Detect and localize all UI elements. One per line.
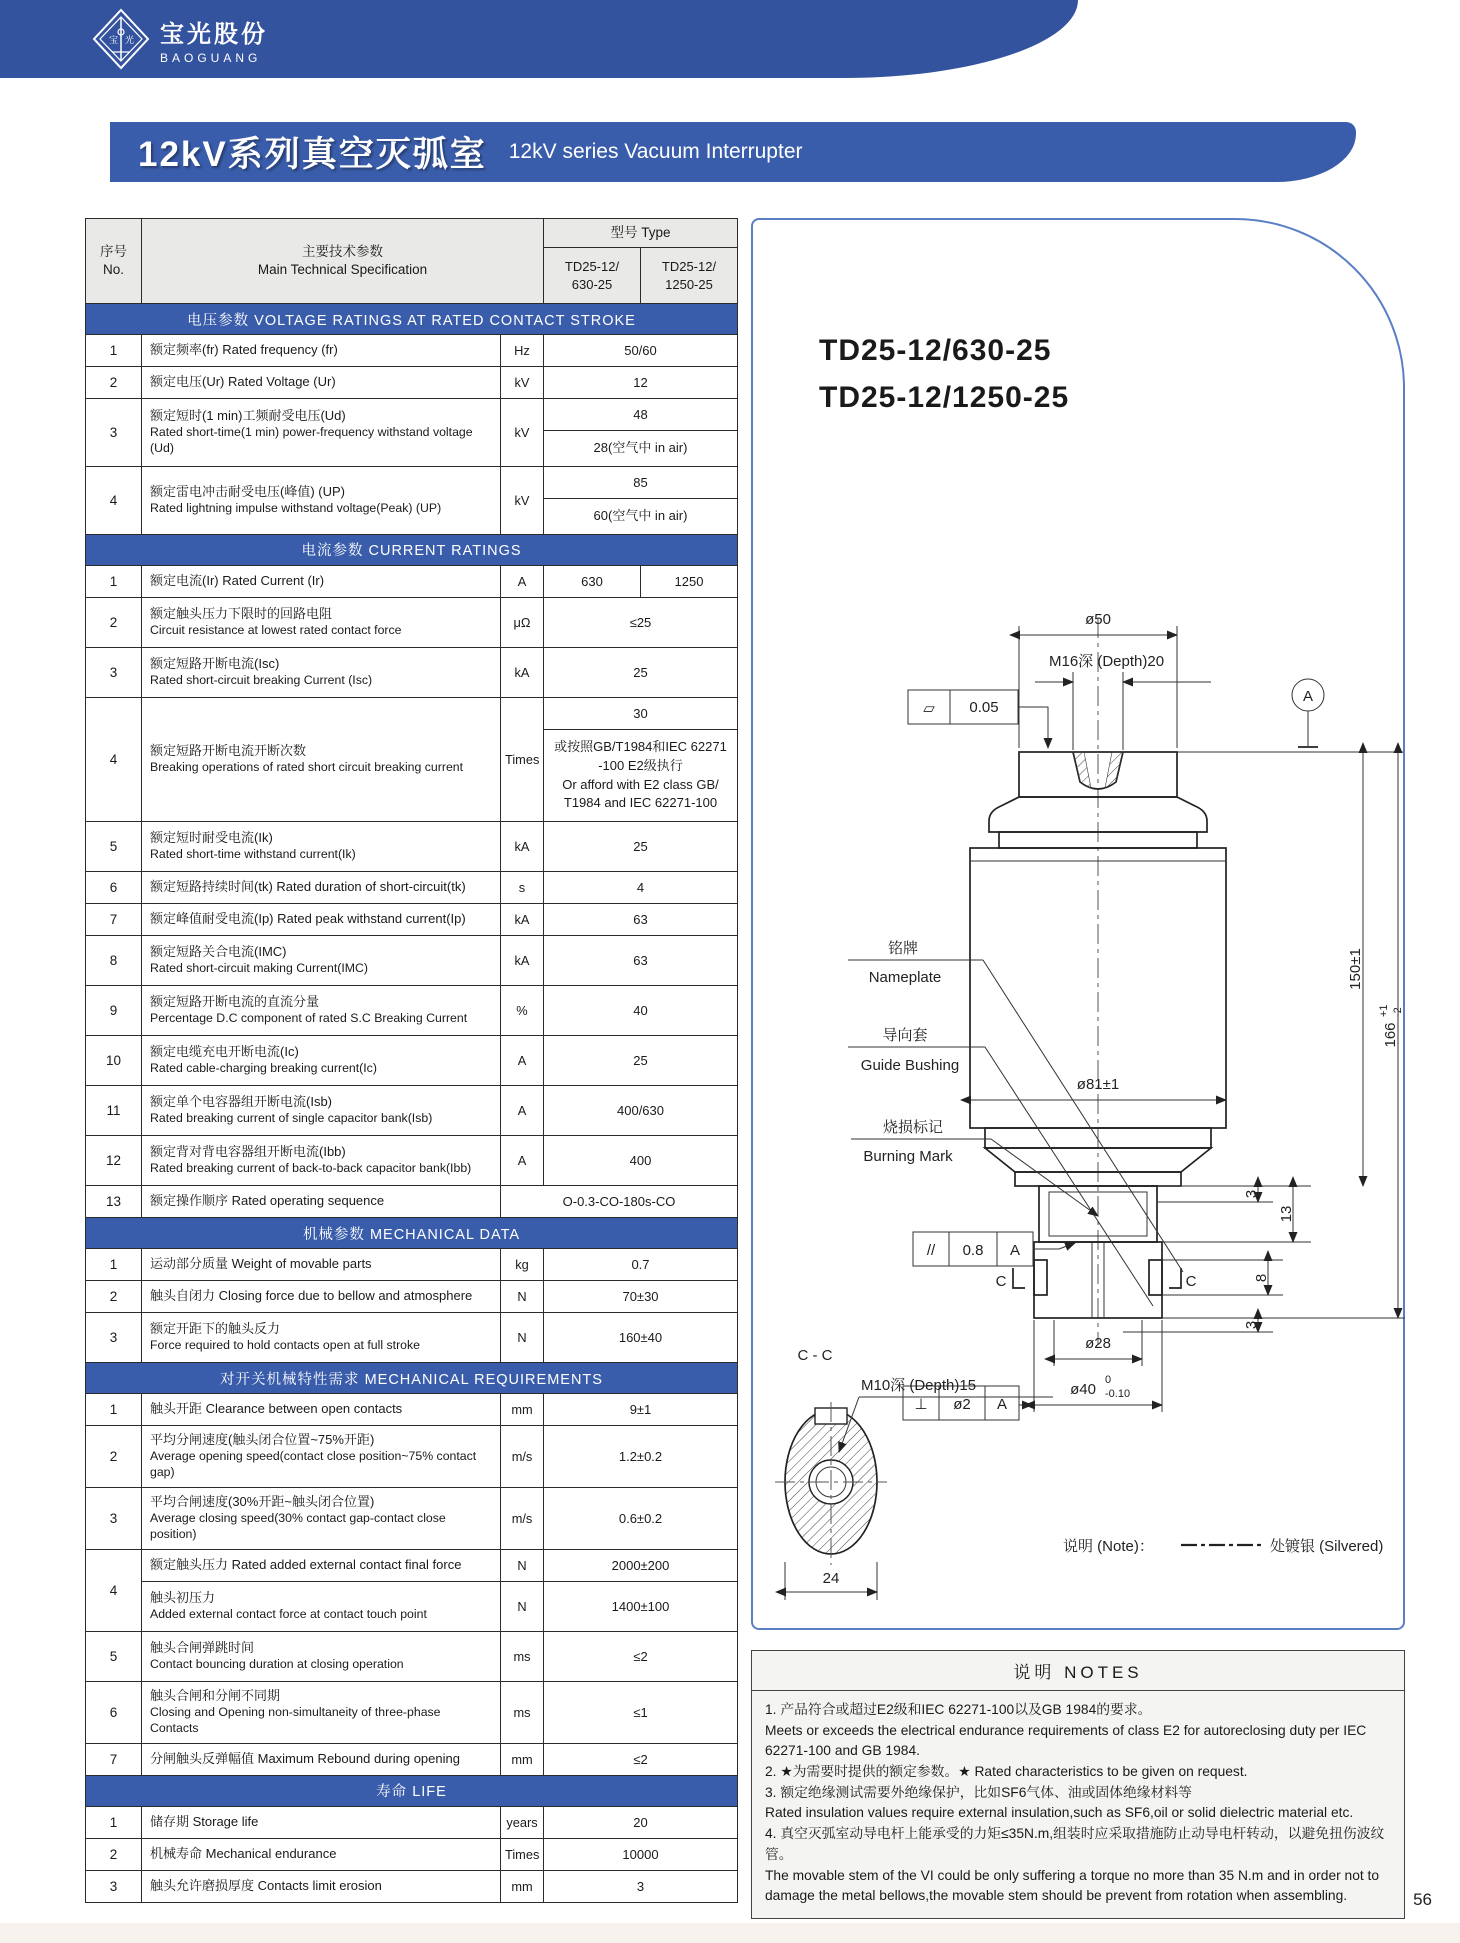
- note-line: Rated insulation values require external insulation,such as SF6,oil or solid dielectric material etc.: [765, 1805, 1354, 1821]
- row-number: 4: [86, 467, 142, 535]
- row-unit: years: [501, 1806, 544, 1838]
- row-unit: A: [501, 1136, 544, 1186]
- row-value: 25: [544, 647, 738, 697]
- svg-text:处镀银 (Silvered): 处镀银 (Silvered): [1270, 1538, 1384, 1555]
- svg-text:导向套: 导向套: [882, 1027, 928, 1044]
- row-label: 额定背对背电容器组开断电流(Ibb) Rated breaking current of back-to-back capacitor bank(Ibb): [142, 1136, 501, 1186]
- row-value: 30 或按照GB/T1984和IEC 62271 -100 E2级执行 Or afford with E2 class GB/ T1984 and IEC 62271-100: [544, 697, 738, 821]
- svg-text:-0.10: -0.10: [1105, 1388, 1131, 1400]
- row-label: 额定短路开断电流开断次数 Breaking operations of rated short circuit breaking current: [142, 697, 501, 821]
- svg-text:Guide Bushing: Guide Bushing: [860, 1057, 960, 1074]
- row-value: 48 28(空气中 in air): [544, 399, 738, 467]
- row-label: 触头开距 Clearance between open contacts: [142, 1394, 501, 1426]
- row-label: 储存期 Storage life: [142, 1806, 501, 1838]
- row-unit: N: [501, 1281, 544, 1313]
- row-value: 3: [544, 1870, 738, 1902]
- nameplate-label: [848, 940, 1183, 1272]
- table-row: [86, 1186, 738, 1218]
- table-row: [86, 1394, 738, 1426]
- flatness-tolerance-frame: [908, 690, 1048, 748]
- technical-drawing: [753, 220, 1407, 1632]
- table-row: [86, 1426, 738, 1488]
- col-header-no: 序号 No.: [86, 219, 142, 304]
- row-unit: mm: [501, 1743, 544, 1775]
- row-number: 3: [86, 1488, 142, 1550]
- svg-text:13: 13: [1278, 1205, 1295, 1223]
- row-label: 额定短路持续时间(tk) Rated duration of short-circuit(tk): [142, 872, 501, 904]
- row-label: 触头允许磨损厚度 Contacts limit erosion: [142, 1870, 501, 1902]
- dim-166: [1378, 1004, 1404, 1047]
- row-label: 额定操作顺序 Rated operating sequence: [142, 1186, 501, 1218]
- row-number: 4: [86, 697, 142, 821]
- row-number: 3: [86, 1870, 142, 1902]
- svg-text:铭牌: 铭牌: [887, 940, 919, 957]
- row-number: 2: [86, 1838, 142, 1870]
- row-label: 额定触头压力 Rated added external contact final force: [142, 1550, 501, 1582]
- svg-text:A: A: [1009, 1242, 1021, 1259]
- note-line: 3. 额定绝缘测试需要外绝缘保护，比如SF6气体、油或固体绝缘材料等: [765, 1784, 1192, 1800]
- table-row: [86, 1136, 738, 1186]
- row-number: 3: [86, 1313, 142, 1363]
- row-value: 70±30: [544, 1281, 738, 1313]
- row-number: 3: [86, 399, 142, 467]
- svg-text:说明 (Note)：: 说明 (Note)：: [1063, 1538, 1154, 1555]
- dim-d50: ø50: [1085, 611, 1111, 628]
- row-label: 额定开距下的触头反力 Force required to hold contacts open at full stroke: [142, 1313, 501, 1363]
- svg-text:3: 3: [1243, 1189, 1260, 1199]
- page-title-zh: 12kV系列真空灭弧室: [138, 135, 487, 174]
- row-number: 2: [86, 597, 142, 647]
- row-value-630: 630: [544, 565, 641, 597]
- page-title: [110, 122, 1356, 182]
- table-row: [86, 1806, 738, 1838]
- row-unit: mm: [501, 1394, 544, 1426]
- dim-d28: ø28: [1085, 1335, 1111, 1352]
- row-label: 机械寿命 Mechanical endurance: [142, 1838, 501, 1870]
- row-label: 额定短时(1 min)工频耐受电压(Ud) Rated short-time(1 min) power-frequency withstand voltage (Ud): [142, 399, 501, 467]
- note-line: Meets or exceeds the electrical endurance requirements of class E2 for autoreclosing duty per IEC 62271-100 and GB 1984.: [765, 1722, 1367, 1759]
- table-row: [86, 1281, 738, 1313]
- table-header-row: [86, 219, 738, 248]
- row-label: 额定电缆充电开断电流(Ic) Rated cable-charging breaking current(Ic): [142, 1036, 501, 1086]
- table-row: [86, 565, 738, 597]
- row-label: 触头初压力 Added external contact force at contact touch point: [142, 1582, 501, 1632]
- svg-text:Nameplate: Nameplate: [868, 969, 942, 986]
- col-header-type: 型号 Type: [544, 219, 738, 248]
- row-value: 1.2±0.2: [544, 1426, 738, 1488]
- drawing-title-line1: TD25-12/630-25: [819, 334, 1052, 367]
- spec-table-body: [86, 304, 738, 1903]
- row-value: 160±40: [544, 1313, 738, 1363]
- notes-box: [751, 1650, 1405, 1919]
- row-number: 3: [86, 647, 142, 697]
- row-label: 运动部分质量 Weight of movable parts: [142, 1249, 501, 1281]
- svg-text:⊥: ⊥: [914, 1396, 928, 1413]
- row-label: 额定频率(fr) Rated frequency (fr): [142, 335, 501, 367]
- row-value: 63: [544, 936, 738, 986]
- section-view-cc: [775, 1347, 1053, 1600]
- row-number: 5: [86, 822, 142, 872]
- col-header-model-630: TD25-12/ 630-25: [544, 248, 641, 304]
- notes-body: [752, 1691, 1404, 1918]
- svg-text:A: A: [996, 1396, 1008, 1413]
- row-unit: Times: [501, 1838, 544, 1870]
- section-header: 电压参数 VOLTAGE RATINGS AT RATED CONTACT STROKE: [86, 304, 738, 335]
- row-value-1250: 1250: [641, 565, 738, 597]
- row-label: 触头合闸和分闸不同期 Closing and Opening non-simultaneity of three-phase Contacts: [142, 1682, 501, 1744]
- row-label: 额定电压(Ur) Rated Voltage (Ur): [142, 367, 501, 399]
- row-number: 7: [86, 1743, 142, 1775]
- svg-text:166: 166: [1382, 1022, 1399, 1048]
- row-number: 6: [86, 872, 142, 904]
- row-number: 1: [86, 335, 142, 367]
- row-unit: N: [501, 1313, 544, 1363]
- svg-text://: //: [926, 1242, 936, 1259]
- row-unit: m/s: [501, 1488, 544, 1550]
- spec-table: [85, 218, 738, 1903]
- table-row: [86, 936, 738, 986]
- drawing-panel: [751, 218, 1405, 1630]
- row-value: 4: [544, 872, 738, 904]
- company-name-zh: 宝光股份: [160, 20, 268, 48]
- stem-height-dims: [1123, 1186, 1405, 1332]
- svg-text:ø2: ø2: [953, 1396, 971, 1413]
- row-value: 12: [544, 367, 738, 399]
- row-label: 额定短路开断电流的直流分量 Percentage D.C component of rated S.C Breaking Current: [142, 986, 501, 1036]
- row-unit: mm: [501, 1870, 544, 1902]
- table-row: [86, 467, 738, 535]
- section-header: 电流参数 CURRENT RATINGS: [86, 534, 738, 565]
- svg-text:宝: 宝: [109, 35, 119, 45]
- row-unit: N: [501, 1582, 544, 1632]
- row-label: 额定短时耐受电流(Ik) Rated short-time withstand current(Ik): [142, 822, 501, 872]
- row-unit: A: [501, 565, 544, 597]
- drawing-title-line2: TD25-12/1250-25: [819, 380, 1070, 414]
- row-unit: kV: [501, 399, 544, 467]
- table-row: [86, 904, 738, 936]
- svg-text:+1: +1: [1378, 1004, 1390, 1017]
- row-label: 平均合闸速度(30%开距~触头闭合位置) Average closing speed(30% contact gap-contact close position): [142, 1488, 501, 1550]
- row-number: 1: [86, 565, 142, 597]
- note-line: The movable stem of the VI could be only suffering a torque no more than 35 N.m and in order not to damage the metal bellows,the movable stem should be prevent from rotation when assembling.: [765, 1867, 1380, 1904]
- row-value: 25: [544, 1036, 738, 1086]
- row-value: 2000±200: [544, 1550, 738, 1582]
- table-row: [86, 1249, 738, 1281]
- row-number: 8: [86, 936, 142, 986]
- col-header-spec: 主要技术参数 Main Technical Specification: [142, 219, 544, 304]
- dim-24: 24: [822, 1570, 840, 1587]
- table-row: [86, 1870, 738, 1902]
- table-row: [86, 597, 738, 647]
- silvered-note: [1063, 1538, 1383, 1555]
- row-label: 额定触头压力下限时的回路电阻 Circuit resistance at lowest rated contact force: [142, 597, 501, 647]
- logo-diamond-icon: [92, 8, 150, 70]
- notes-title: 说明 NOTES: [752, 1651, 1404, 1691]
- burning-mark-label: [851, 1118, 1098, 1216]
- svg-text:C: C: [995, 1273, 1007, 1290]
- header-banner: [0, 0, 1078, 78]
- row-number: 2: [86, 1426, 142, 1488]
- row-value: 20: [544, 1806, 738, 1838]
- row-number: 1: [86, 1249, 142, 1281]
- table-row: [86, 1488, 738, 1550]
- table-row: [86, 1632, 738, 1682]
- row-unit: N: [501, 1550, 544, 1582]
- table-row: [86, 367, 738, 399]
- row-number: 13: [86, 1186, 142, 1218]
- row-unit: %: [501, 986, 544, 1036]
- svg-text:8: 8: [1253, 1273, 1270, 1283]
- row-unit: ms: [501, 1682, 544, 1744]
- dim-150: 150±1: [1347, 948, 1364, 990]
- row-value: 400: [544, 1136, 738, 1186]
- label-m16: M16深 (Depth)20: [1049, 653, 1165, 670]
- row-number: 12: [86, 1136, 142, 1186]
- row-unit: kV: [501, 467, 544, 535]
- row-number: 5: [86, 1632, 142, 1682]
- datum-a-label: A: [1302, 688, 1314, 705]
- row-unit: kg: [501, 1249, 544, 1281]
- svg-text:C: C: [1185, 1273, 1197, 1290]
- row-value: 25: [544, 822, 738, 872]
- row-number: 10: [86, 1036, 142, 1086]
- row-value: 9±1: [544, 1394, 738, 1426]
- svg-text:Burning Mark: Burning Mark: [863, 1148, 953, 1165]
- section-header: 寿命 LIFE: [86, 1775, 738, 1806]
- row-value: 85 60(空气中 in air): [544, 467, 738, 535]
- svg-text:3: 3: [1243, 1320, 1260, 1330]
- row-number: 2: [86, 367, 142, 399]
- row-unit: kA: [501, 647, 544, 697]
- table-row: [86, 822, 738, 872]
- row-label: 平均分闸速度(触头闭合位置~75%开距) Average opening speed(contact close position~75% contact gap): [142, 1426, 501, 1488]
- row-unit: A: [501, 1036, 544, 1086]
- section-header: 对开关机械特性需求 MECHANICAL REQUIREMENTS: [86, 1363, 738, 1394]
- row-unit: s: [501, 872, 544, 904]
- svg-text:0.8: 0.8: [962, 1242, 984, 1259]
- svg-text:-2: -2: [1392, 1007, 1404, 1017]
- table-row: [86, 1036, 738, 1086]
- dim-d81: ø81±1: [1076, 1076, 1120, 1093]
- parallelism-tolerance-frame: [913, 1232, 1075, 1266]
- note-line: 2. ★为需要时提供的额定参数。★ Rated characteristics to be given on request.: [765, 1764, 1248, 1780]
- table-row: [86, 1086, 738, 1136]
- row-number: 9: [86, 986, 142, 1036]
- row-value: 0.7: [544, 1249, 738, 1281]
- row-number: 4: [86, 1550, 142, 1632]
- row-unit: kV: [501, 367, 544, 399]
- dim-d40: ø40: [1070, 1381, 1096, 1398]
- row-label: 额定峰值耐受电流(Ip) Rated peak withstand current(Ip): [142, 904, 501, 936]
- row-label: 额定电流(Ir) Rated Current (Ir): [142, 565, 501, 597]
- row-number: 1: [86, 1394, 142, 1426]
- table-row: [86, 335, 738, 367]
- row-value: O-0.3-CO-180s-CO: [501, 1186, 738, 1218]
- row-label: 额定单个电容器组开断电流(Isb) Rated breaking current of single capacitor bank(Isb): [142, 1086, 501, 1136]
- company-logo: [92, 8, 268, 70]
- label-m10: M10深 (Depth)15: [861, 1377, 977, 1394]
- table-row: [86, 1550, 738, 1582]
- row-value: 40: [544, 986, 738, 1036]
- footer-strip: [0, 1923, 1460, 1943]
- svg-text:0: 0: [1105, 1374, 1112, 1386]
- row-unit: kA: [501, 822, 544, 872]
- row-unit: Hz: [501, 335, 544, 367]
- table-row: [86, 697, 738, 821]
- section-cut-markers: [996, 1268, 1197, 1290]
- table-row: [86, 647, 738, 697]
- section-header: 机械参数 MECHANICAL DATA: [86, 1218, 738, 1249]
- row-unit: kA: [501, 904, 544, 936]
- col-header-model-1250: TD25-12/ 1250-25: [641, 248, 738, 304]
- row-label: 额定雷电冲击耐受电压(峰值) (UP) Rated lightning impulse withstand voltage(Peak) (UP): [142, 467, 501, 535]
- table-row: [86, 986, 738, 1036]
- row-number: 2: [86, 1281, 142, 1313]
- row-label: 分闸触头反弹幅值 Maximum Rebound during opening: [142, 1743, 501, 1775]
- svg-text:光: 光: [125, 35, 135, 45]
- note-line: 4. 真空灭弧室动导电杆上能承受的力矩≤35N.m,组装时应采取措施防止动导电杆转动，以避免扭伤波纹管。: [765, 1826, 1385, 1862]
- row-value: 0.6±0.2: [544, 1488, 738, 1550]
- row-value: ≤1: [544, 1682, 738, 1744]
- note-line: 1. 产品符合或超过E2级和IEC 62271-100以及GB 1984的要求。: [765, 1702, 1152, 1717]
- page-title-en: 12kV series Vacuum Interrupter: [508, 140, 803, 163]
- row-number: 6: [86, 1682, 142, 1744]
- row-label: 额定短路关合电流(IMC) Rated short-circuit making Current(IMC): [142, 936, 501, 986]
- svg-text:▱: ▱: [923, 700, 935, 717]
- svg-text:0.05: 0.05: [969, 699, 999, 716]
- row-value: 63: [544, 904, 738, 936]
- table-row: [86, 1743, 738, 1775]
- table-row: [86, 399, 738, 467]
- row-value: 50/60: [544, 335, 738, 367]
- row-value: 10000: [544, 1838, 738, 1870]
- row-number: 7: [86, 904, 142, 936]
- row-value: ≤25: [544, 597, 738, 647]
- row-value: ≤2: [544, 1743, 738, 1775]
- row-unit: m/s: [501, 1426, 544, 1488]
- row-number: 1: [86, 1806, 142, 1838]
- row-label: 额定短路开断电流(Isc) Rated short-circuit breaking Current (Isc): [142, 647, 501, 697]
- table-row: [86, 1313, 738, 1363]
- row-number: 11: [86, 1086, 142, 1136]
- row-value: 400/630: [544, 1086, 738, 1136]
- page-number: 56: [1413, 1890, 1432, 1909]
- row-unit: μΩ: [501, 597, 544, 647]
- row-unit: ms: [501, 1632, 544, 1682]
- row-unit: A: [501, 1086, 544, 1136]
- table-row: [86, 1582, 738, 1632]
- row-unit: kA: [501, 936, 544, 986]
- row-label: 触头自闭力 Closing force due to bellow and atmosphere: [142, 1281, 501, 1313]
- row-label: 触头合闸弹跳时间 Contact bouncing duration at closing operation: [142, 1632, 501, 1682]
- row-unit: Times: [501, 697, 544, 821]
- guide-bushing-label: [848, 1027, 1153, 1306]
- svg-text:烧损标记: 烧损标记: [882, 1119, 944, 1136]
- svg-text:C - C: C - C: [797, 1347, 833, 1364]
- table-row: [86, 1682, 738, 1744]
- row-value: 1400±100: [544, 1582, 738, 1632]
- table-row: [86, 1838, 738, 1870]
- company-name-en: BAOGUANG: [160, 50, 262, 65]
- table-row: [86, 872, 738, 904]
- row-value: ≤2: [544, 1632, 738, 1682]
